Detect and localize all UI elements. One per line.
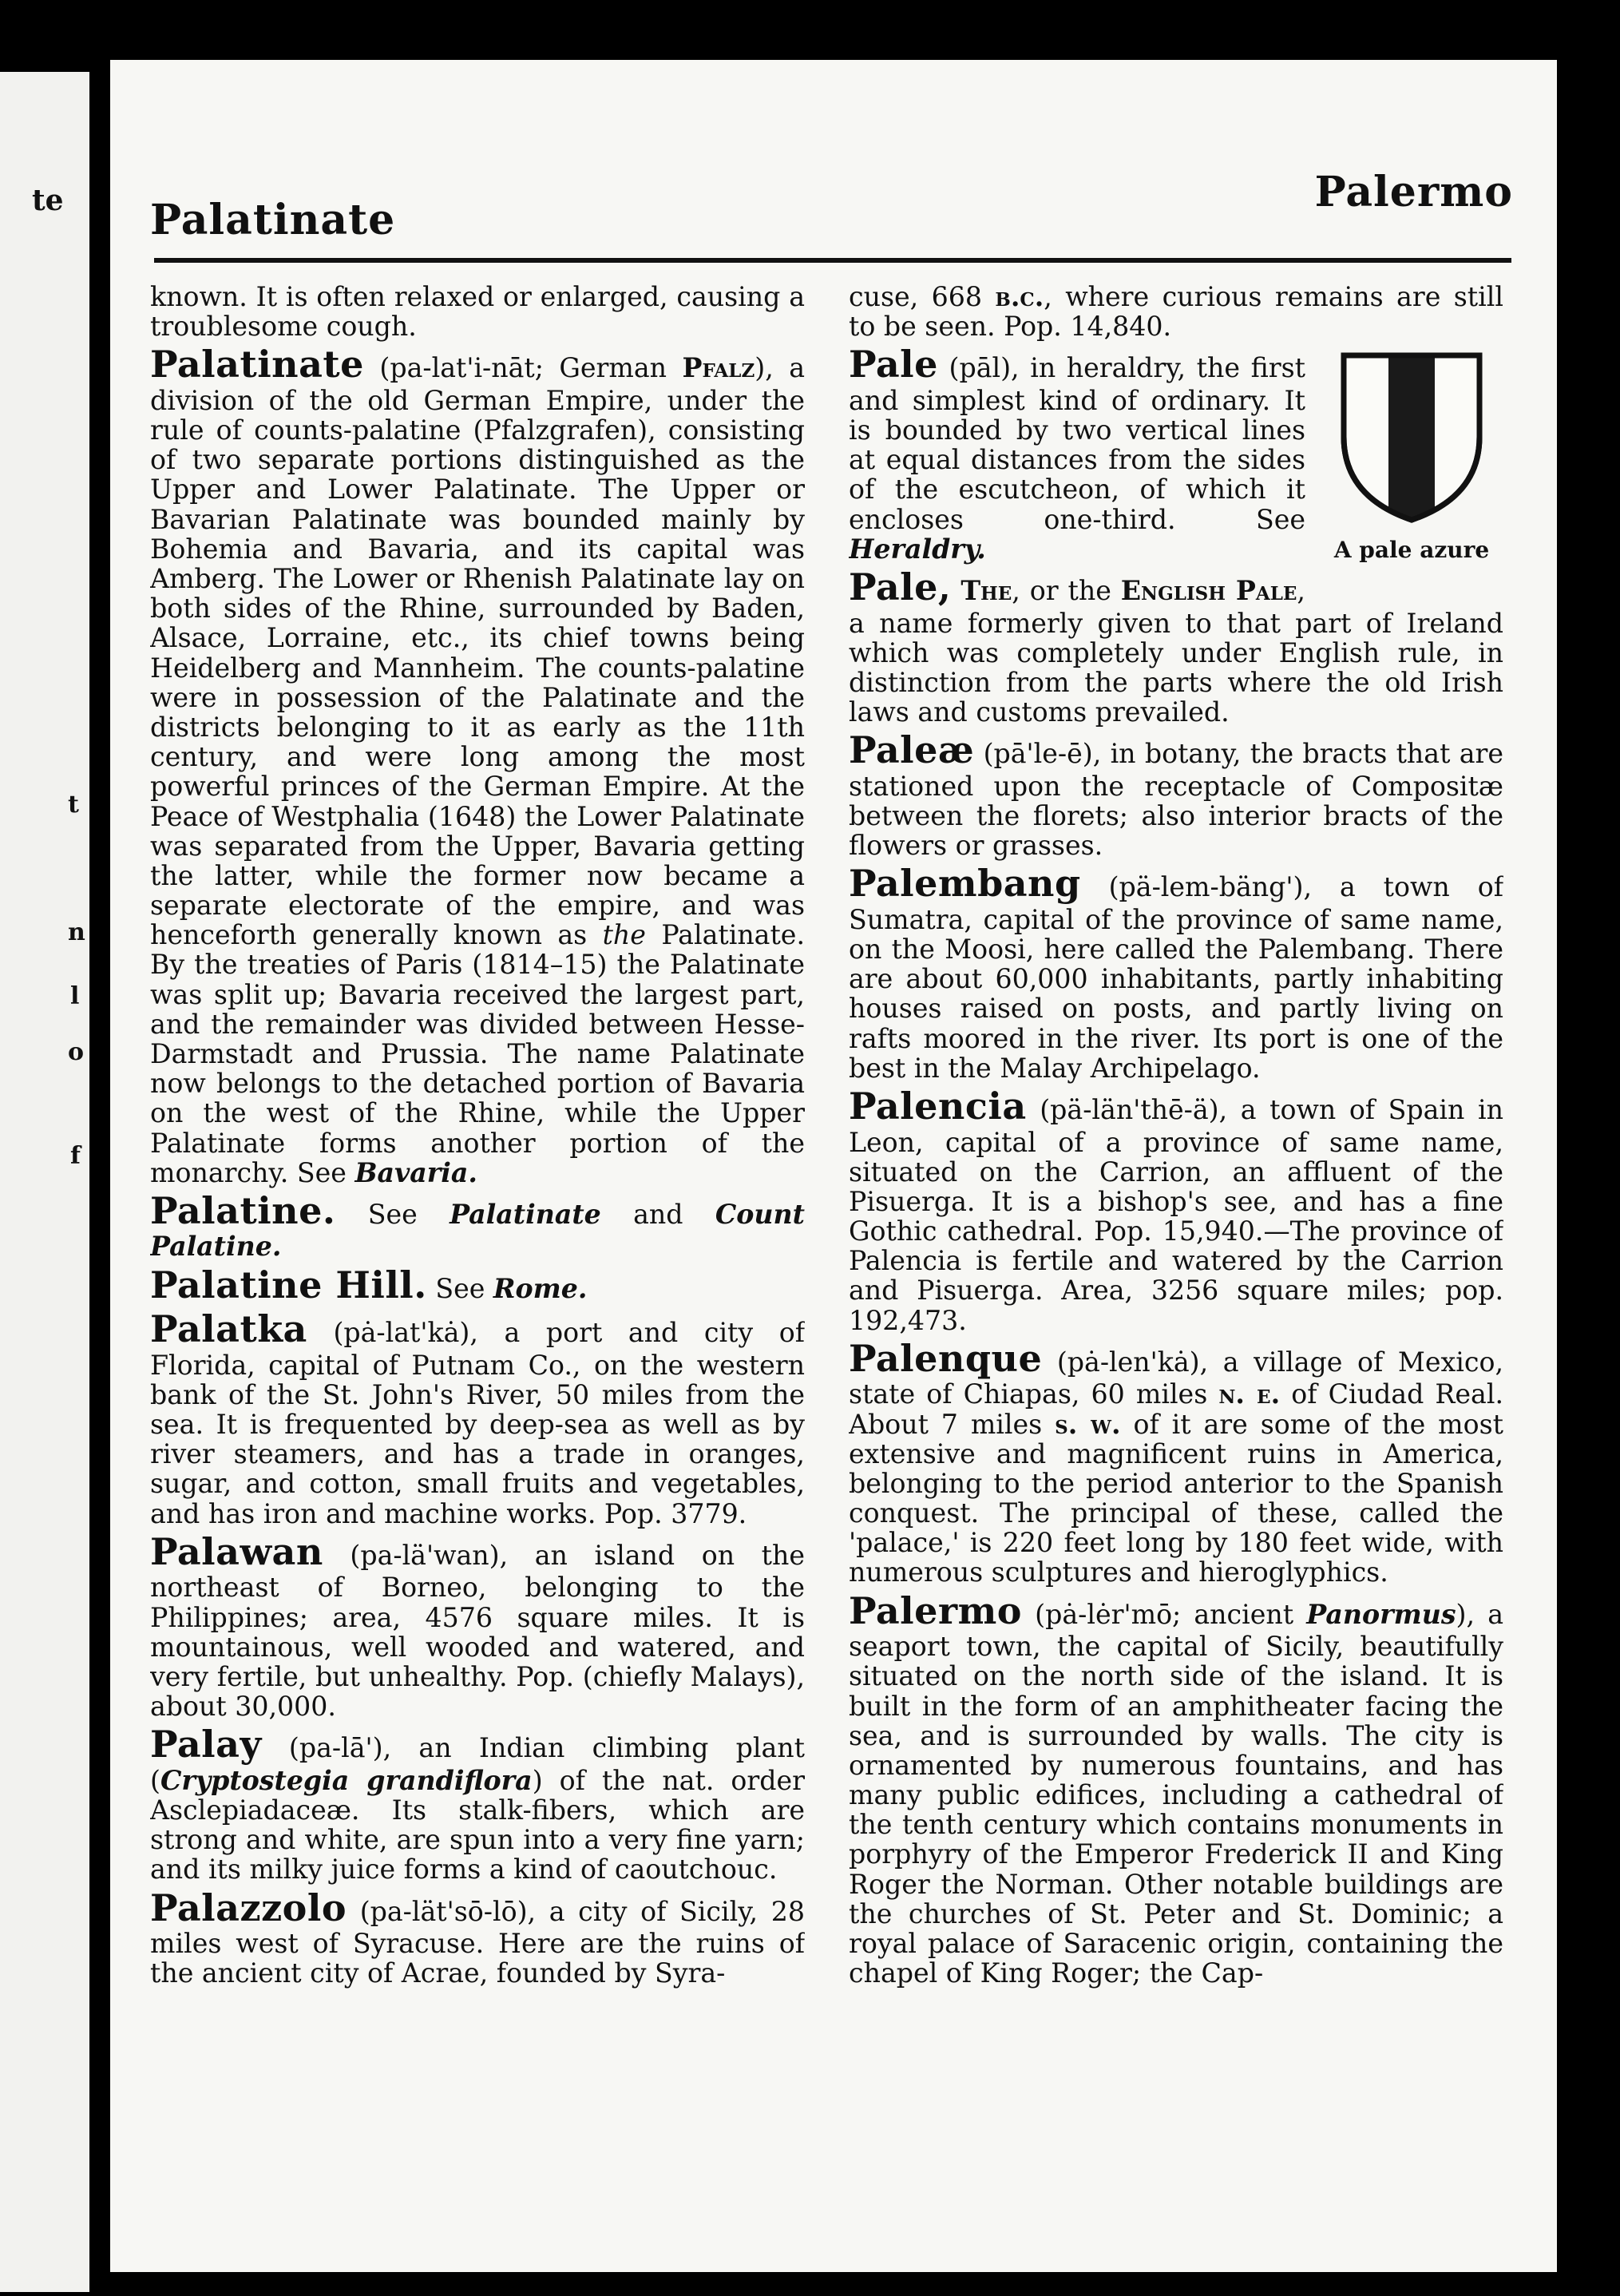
entry-palermo: Palermo (pȧ-lėr'mō; ancient Panormus), a seaport town, the capital of Sicily, beautifully situated on the north side of the island. It is built in the form of an amphitheater facing the sea, and is surrounded by walls. The city is ornamented by numerous fountains, and has many public edifices, including a cathedral of the tenth century which contains monuments in porphyry of the Emperor Frederick II and King Roger the Norman. Other notable buildings are the churches of St. Peter and St. Dominic; a royal palace of Saracenic origin, containing the chapel of King Roger; the Cap-: [849, 1588, 1503, 1989]
entry-continuation: known. It is often relaxed or enlarged, causing a troublesome cough.: [150, 282, 805, 343]
entry-palawan: Palawan (pa-lä'wan), an island on the northeast of Borneo, belonging to the Philippines; area, 4576 square miles. It is mountainous, well wooded and watered, and very fertile, but unhealthy. Pop. (chiefly Malays), about 30,000.: [150, 1529, 805, 1723]
adjacent-page-fragment: n: [68, 918, 85, 946]
entry-palazzolo: Palazzolo (pa-lät'sō-lō), a city of Sicily, 28 miles west of Syracuse. Here are the ruins of the ancient city of Acrae, founded by Syra-: [150, 1886, 805, 1989]
adjacent-page-edge: [0, 72, 89, 2292]
running-head-left: Palatinate: [150, 196, 396, 244]
headword: Palatine Hill.: [150, 1263, 427, 1307]
headword: Palay: [150, 1723, 262, 1767]
headword: Palembang: [849, 862, 1081, 906]
headword: Pale,: [849, 565, 952, 609]
entry-palembang: Palembang (pä-lem-bäng'), a town of Sumatra, capital of the province of same name, on the Moosi, here called the Palembang. There are about 60,000 inhabitants, partly inhabiting houses raised on posts, and partly living on rafts moored in the river. Its port is one of the best in the Malay Archipelago.: [849, 862, 1503, 1084]
entry-palencia: Palencia (pä-län'thē-ä), a town of Spain in Leon, capital of a province of same name, situated on the Carrion, an affluent of the Pisuerga. It is a bishop's see, and has a fine Gothic cathedral. Pop. 15,940.—The province of Palencia is fertile and watered by the Carrion and Pisuerga. Area, 3256 square miles; pop. 192,473.: [849, 1085, 1503, 1336]
left-column: [150, 282, 805, 2254]
headword: Palazzolo: [150, 1886, 347, 1929]
headword: Palencia: [849, 1085, 1027, 1128]
pale-escutcheon-figure: [1320, 349, 1503, 562]
escutcheon-icon: [1336, 349, 1487, 525]
adjacent-page-fragment: te: [32, 184, 64, 217]
entry-palatine: Palatine. See Palatinate and Count Palatine.: [150, 1188, 805, 1263]
adjacent-page-fragment: o: [68, 1038, 85, 1066]
headword: Palermo: [849, 1588, 1022, 1632]
entry-continuation: cuse, 668 b.c., where curious remains are still to be seen. Pop. 14,840.: [849, 282, 1503, 343]
entry-paleae: Paleæ (pā'le-ē), in botany, the bracts that are stationed upon the receptacle of Compositæ between the florets; also interior bracts of the flowers or grasses.: [849, 728, 1503, 862]
headword: Paleæ: [849, 728, 975, 772]
entry-palatka: Palatka (pȧ-lat'kȧ), a port and city of Florida, capital of Putnam Co., on the western bank of the St. John's River, 50 miles from the sea. It is frequented by deep-sea as well as by river steamers, and has a trade in oranges, sugar, and cotton, small fruits and vegetables, and has iron and machine works. Pop. 3779.: [150, 1307, 805, 1529]
adjacent-page-fragment: l: [70, 982, 80, 1010]
headword: Palatka: [150, 1307, 307, 1351]
headword: Palatinate: [150, 343, 364, 387]
right-column: [849, 282, 1503, 2254]
entry-pale-heraldry: Pale (pāl), in heraldry, the first and simplest kind of ordinary. It is bounded by two vertical lines at equal distances from the sides of the escutcheon, of which it encloses one-third. See Heraldry.: [849, 343, 1305, 565]
header-rule: [154, 258, 1511, 263]
entry-palay: Palay (pa-lā'), an Indian climbing plant (Cryptostegia grandiflora) of the nat. order Asclepiadaceæ. Its stalk-fibers, which are strong and white, are spun into a very fine yarn; and its milky juice forms a kind of caoutchouc.: [150, 1723, 805, 1886]
running-head-right: Palermo: [1314, 168, 1513, 216]
adjacent-page-fragment: f: [70, 1142, 81, 1170]
headword: Palenque: [849, 1336, 1043, 1380]
headword: Palatine.: [150, 1188, 336, 1232]
headword: Pale: [849, 343, 938, 387]
figure-caption: A pale azure: [1333, 537, 1490, 564]
entry-palatinate: Palatinate (pa-lat'i-nāt; German Pfalz), a division of the old German Empire, under the rule of counts-palatine (Pfalzgrafen), consisting of two separate portions distinguished as the Upper and Lower Palatinate. The Upper or Bavarian Palatinate was bounded mainly by Bohemia and Bavaria, and its capital was Amberg. The Lower or Rhenish Palatinate lay on both sides of the Rhine, surrounded by Baden, Alsace, Lorraine, etc., its chief towns being Heidelberg and Mannheim. The counts-palatine were in possession of the Palatinate and the districts belonging to it as early as the 11th century, and were long among the most powerful princes of the German Empire. At the Peace of Westphalia (1648) the Lower Palatinate was separated from the Upper, Bavaria getting the latter, while the former now became a separate electorate of the empire, and was henceforth generally known as the Palatinate. By the treaties of Paris (1814–15) the Palatinate was split up; Bavaria received the largest part, and the remainder was divided between Hesse-Darmstadt and Prussia. The name Palatinate now belongs to the detached portion of Bavaria on the west of the Rhine, while the Upper Palatinate forms another portion of the monarchy. See Bavaria.: [150, 343, 805, 1188]
dictionary-page: [110, 60, 1557, 2272]
adjacent-page-fragment: t: [68, 791, 79, 819]
entry-palatine-hill: Palatine Hill. See Rome.: [150, 1263, 588, 1307]
entry-pale-english: Pale, The, or the English Pale, a name formerly given to that part of Ireland which was completely under English rule, in distinction from the parts where the old Irish laws and customs prevailed.: [849, 565, 1503, 728]
headword: Palawan: [150, 1529, 323, 1573]
entry-palenque: Palenque (pȧ-len'kȧ), a village of Mexico, state of Chiapas, 60 miles n. e. of Ciudad Real. About 7 miles s. w. of it are some of the most extensive and magnificent ruins in America, belonging to the period anterior to the Spanish conquest. The principal of these, called the 'palace,' is 220 feet long by 180 feet wide, with numerous sculptures and hieroglyphics.: [849, 1336, 1503, 1588]
